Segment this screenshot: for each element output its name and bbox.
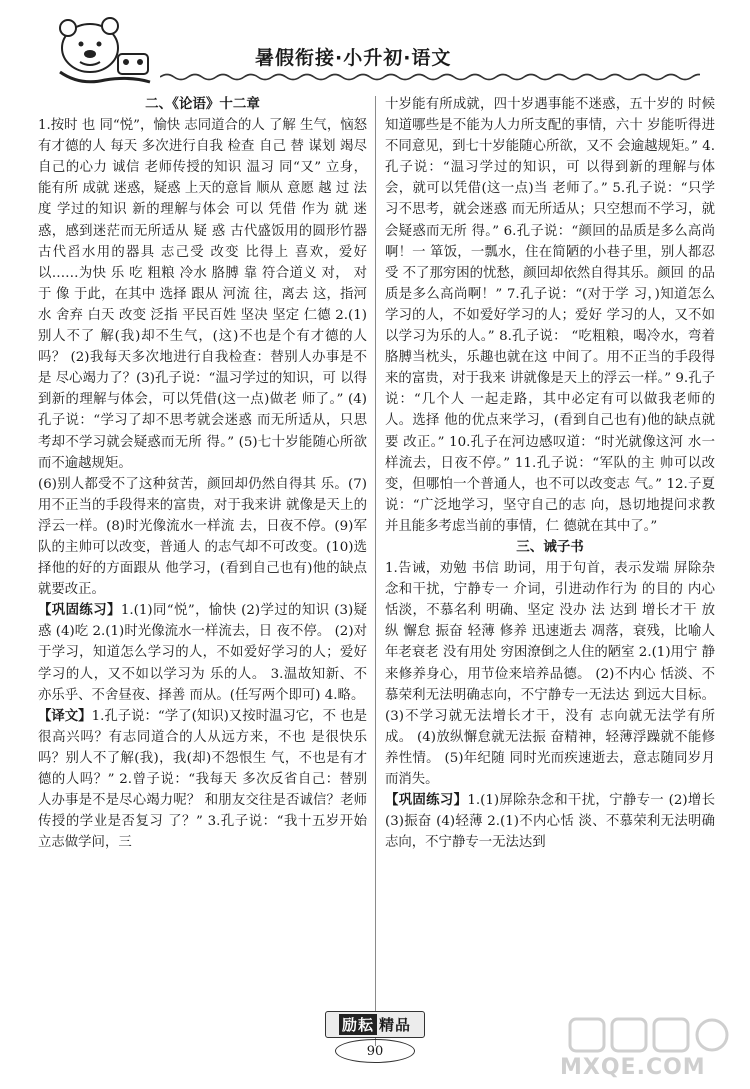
badge-highlight: 励耘 bbox=[339, 1014, 377, 1035]
publisher-badge bbox=[325, 1011, 425, 1038]
practice-text: 1.(1)屏除杂念和干扰，宁静专一 (2)增长 (3)振奋 (4)轻薄 2.(1)不内心恬 淡、不慕荣利无法明确志向，不宁静专一无法达到 bbox=[385, 793, 715, 851]
translation-tag: 【译文】 bbox=[38, 707, 92, 724]
practice-text: 1.(1)同“悦”，愉快 (2)学过的知识 (3)疑惑 (4)吃 2.(1)时光像流水一样流去，日 夜不停。 (2)对于学习，知道怎么学习的人，不如爱好学习的人；爱好学习的人，又不如以学习为 乐的人。 3.温故知新、不亦乐乎、不舍昼夜、择善 而从。(任写两个即可) 4.略。 bbox=[38, 603, 368, 703]
answer-paragraph: 1.告诫，劝勉 书信 助词，用于句首，表示发端 屏除杂念和干扰，宁静专一 介词，引进动作行为 的目的 内心恬淡，不慕名利 明确、坚定 没办 法 达到 增长才干 放纵 懈怠 振奋 轻薄 修养 迅速逝去 凋落，衰残，比喻人年老衰老 没有用处 穷困潦倒之人住的陋室 2.(1)用宁 静来修养身心，用节俭来培养品德。 (2)不内心 恬淡、不慕荣利无法明确志向，不宁静专一无法达 到远大目标。 (3)不学习就无法增长才干，没有 志向就无法学有所成。 (4)放纵懈怠就无法振 奋精神，轻薄浮躁就不能修养性情。 (5)年纪随 同时光而疾速逝去，意志随同岁月而消失。 bbox=[385, 561, 715, 787]
answer-paragraph: (6)别人都受不了这种贫苦，颜回却仍然自得其 乐。(7)用不正当的手段得来的富贵，对于我来讲 就像是天上的浮云一样。(8)时光像流水一样流 去，日夜不停。(9)军队的主帅可以改变，普通人 的志气却不可改变。(10)选择他的好的方面跟从 他学习，(看到自己也有)他的缺点就要改正。 bbox=[38, 476, 367, 598]
cartoon-bear-icon bbox=[50, 10, 165, 88]
section-title-jiezishu: 三、诫子书 bbox=[516, 538, 584, 555]
section-title-lunyu: 二、《论语》十二章 bbox=[145, 96, 260, 112]
watermark bbox=[560, 1015, 740, 1085]
practice-paragraph bbox=[385, 790, 715, 853]
header-wave-divider bbox=[160, 72, 700, 82]
practice-tag: 【巩固练习】 bbox=[38, 602, 121, 619]
translation-paragraph bbox=[38, 706, 367, 854]
watermark-logo-icon bbox=[560, 1015, 740, 1055]
answer-paragraph: 1.按时 也 同“悦”，愉快 志同道合的人 了解 生气，恼怒 有才德的人 每天 多次进行自我 检查 自己 替 谋划 竭尽自己的心力 诚信 老师传授的知识 温习 同“又” 立身，能有所 成就 迷惑，疑惑 上天的意旨 顺从 意愿 越 过 法度 学过的知识 新的理解与体会 可以 凭借 作为 就 迷惑，感到迷茫而无所适从 疑 惑 古代盛饭用的圆形竹器 古代舀水用的器具 志己受 改变 比得上 喜欢，爱好 以……为快 乐 吃 粗粮 冷水 胳膊 靠 符合道义 对， 对于 像 于此，在其中 选择 跟从 河流 往，离去 这，指河水 舍弃 白天 改变 泛指 平民百姓 坚决 坚定 仁德 2.(1)别人不了 解(我)却不生气，(这)不也是个有才德的人吗？ (2)我每天多次地进行自我检查：替别人办事是不是 尽心竭力了？(3)孔子说：“温习学过的知识，可 以得到新的理解与体会，可以凭借(这一点)做老 师了。” (4)孔子说：“学习了却不思考就会迷惑 而无所适从，只思考却不学习就会疑惑而无所 得。” (5)七十岁能随心所欲而不逾越规矩。 bbox=[38, 118, 367, 471]
left-column bbox=[38, 94, 367, 853]
page-title: 暑假衔接·小升初·语文 bbox=[255, 47, 452, 69]
page-number: 90 bbox=[335, 1039, 415, 1063]
page-header bbox=[0, 0, 750, 92]
column-divider bbox=[375, 96, 376, 1046]
practice-tag: 【巩固练习】 bbox=[385, 792, 468, 809]
translation-continued: 十岁能有所成就，四十岁遇事能不迷惑，五十岁的 时候知道哪些是不能为人力所支配的事情，六十 岁能听得进不同意见，到七十岁能随心所欲，又不 会逾越规矩。” 4.孔子说：“温习学过的知识，可 以得到新的理解与体会，就可以凭借(这一点)当 老师了。” 5.孔子说：“只学习不思考，就会迷惑 而无所适从；只空想而不学习，就会疑惑而无所 得。” 6.孔子说：“颜回的品质是多么高尚啊！一 箪饭，一瓢水，住在简陋的小巷子里，别人都忍受 不了那穷困的忧愁，颜回却依然自得其乐。颜回 的品质是多么高尚啊！” 7.孔子说：“(对于学 习，)知道怎么学习的人，不如爱好学习的人；爱好 学习的人，又不如以学习为乐的人。” 8.孔子说： “吃粗粮，喝冷水，弯着胳膊当枕头，乐趣也就在这 中间了。用不正当的手段得来的富贵，对于我来 讲就像是天上的浮云一样。” 9.孔子说：“几个人 一起走路，其中必定有可以做我老师的人。选择 他的优点来学习，(看到自己也有)他的缺点就要 改正。” 10.孔子在河边感叹道：“时光就像这河 水一样流去，日夜不停。” 11.孔子说：“军队的主 帅可以改变，但哪怕一个普通人，也不可以改变志 气。” 12.子夏说：“广泛地学习，坚守自己的志 向，恳切地提问求教并且能多考虑当前的事情，仁 德就在其中了。” bbox=[385, 97, 715, 534]
watermark-text: MXQE.COM bbox=[560, 1055, 706, 1080]
practice-paragraph bbox=[38, 600, 367, 705]
right-column bbox=[385, 94, 715, 853]
badge-rest: 精品 bbox=[379, 1016, 412, 1034]
translation-text: 1.孔子说：“学了(知识)又按时温习它，不 也是很高兴吗？有志同道合的人从远方来，不也 是很快乐吗？别人不了解(我)，我(却)不怨恨生 气，不也是有才德的人吗？” 2.曾子说：“我每天 多次反省自己：替别人办事是不是尽心竭力呢？ 和朋友交往是否诚信？老师传授的学业是否复习 了？” 3.孔子说：“我十五岁开始立志做学问，三 bbox=[38, 708, 368, 851]
